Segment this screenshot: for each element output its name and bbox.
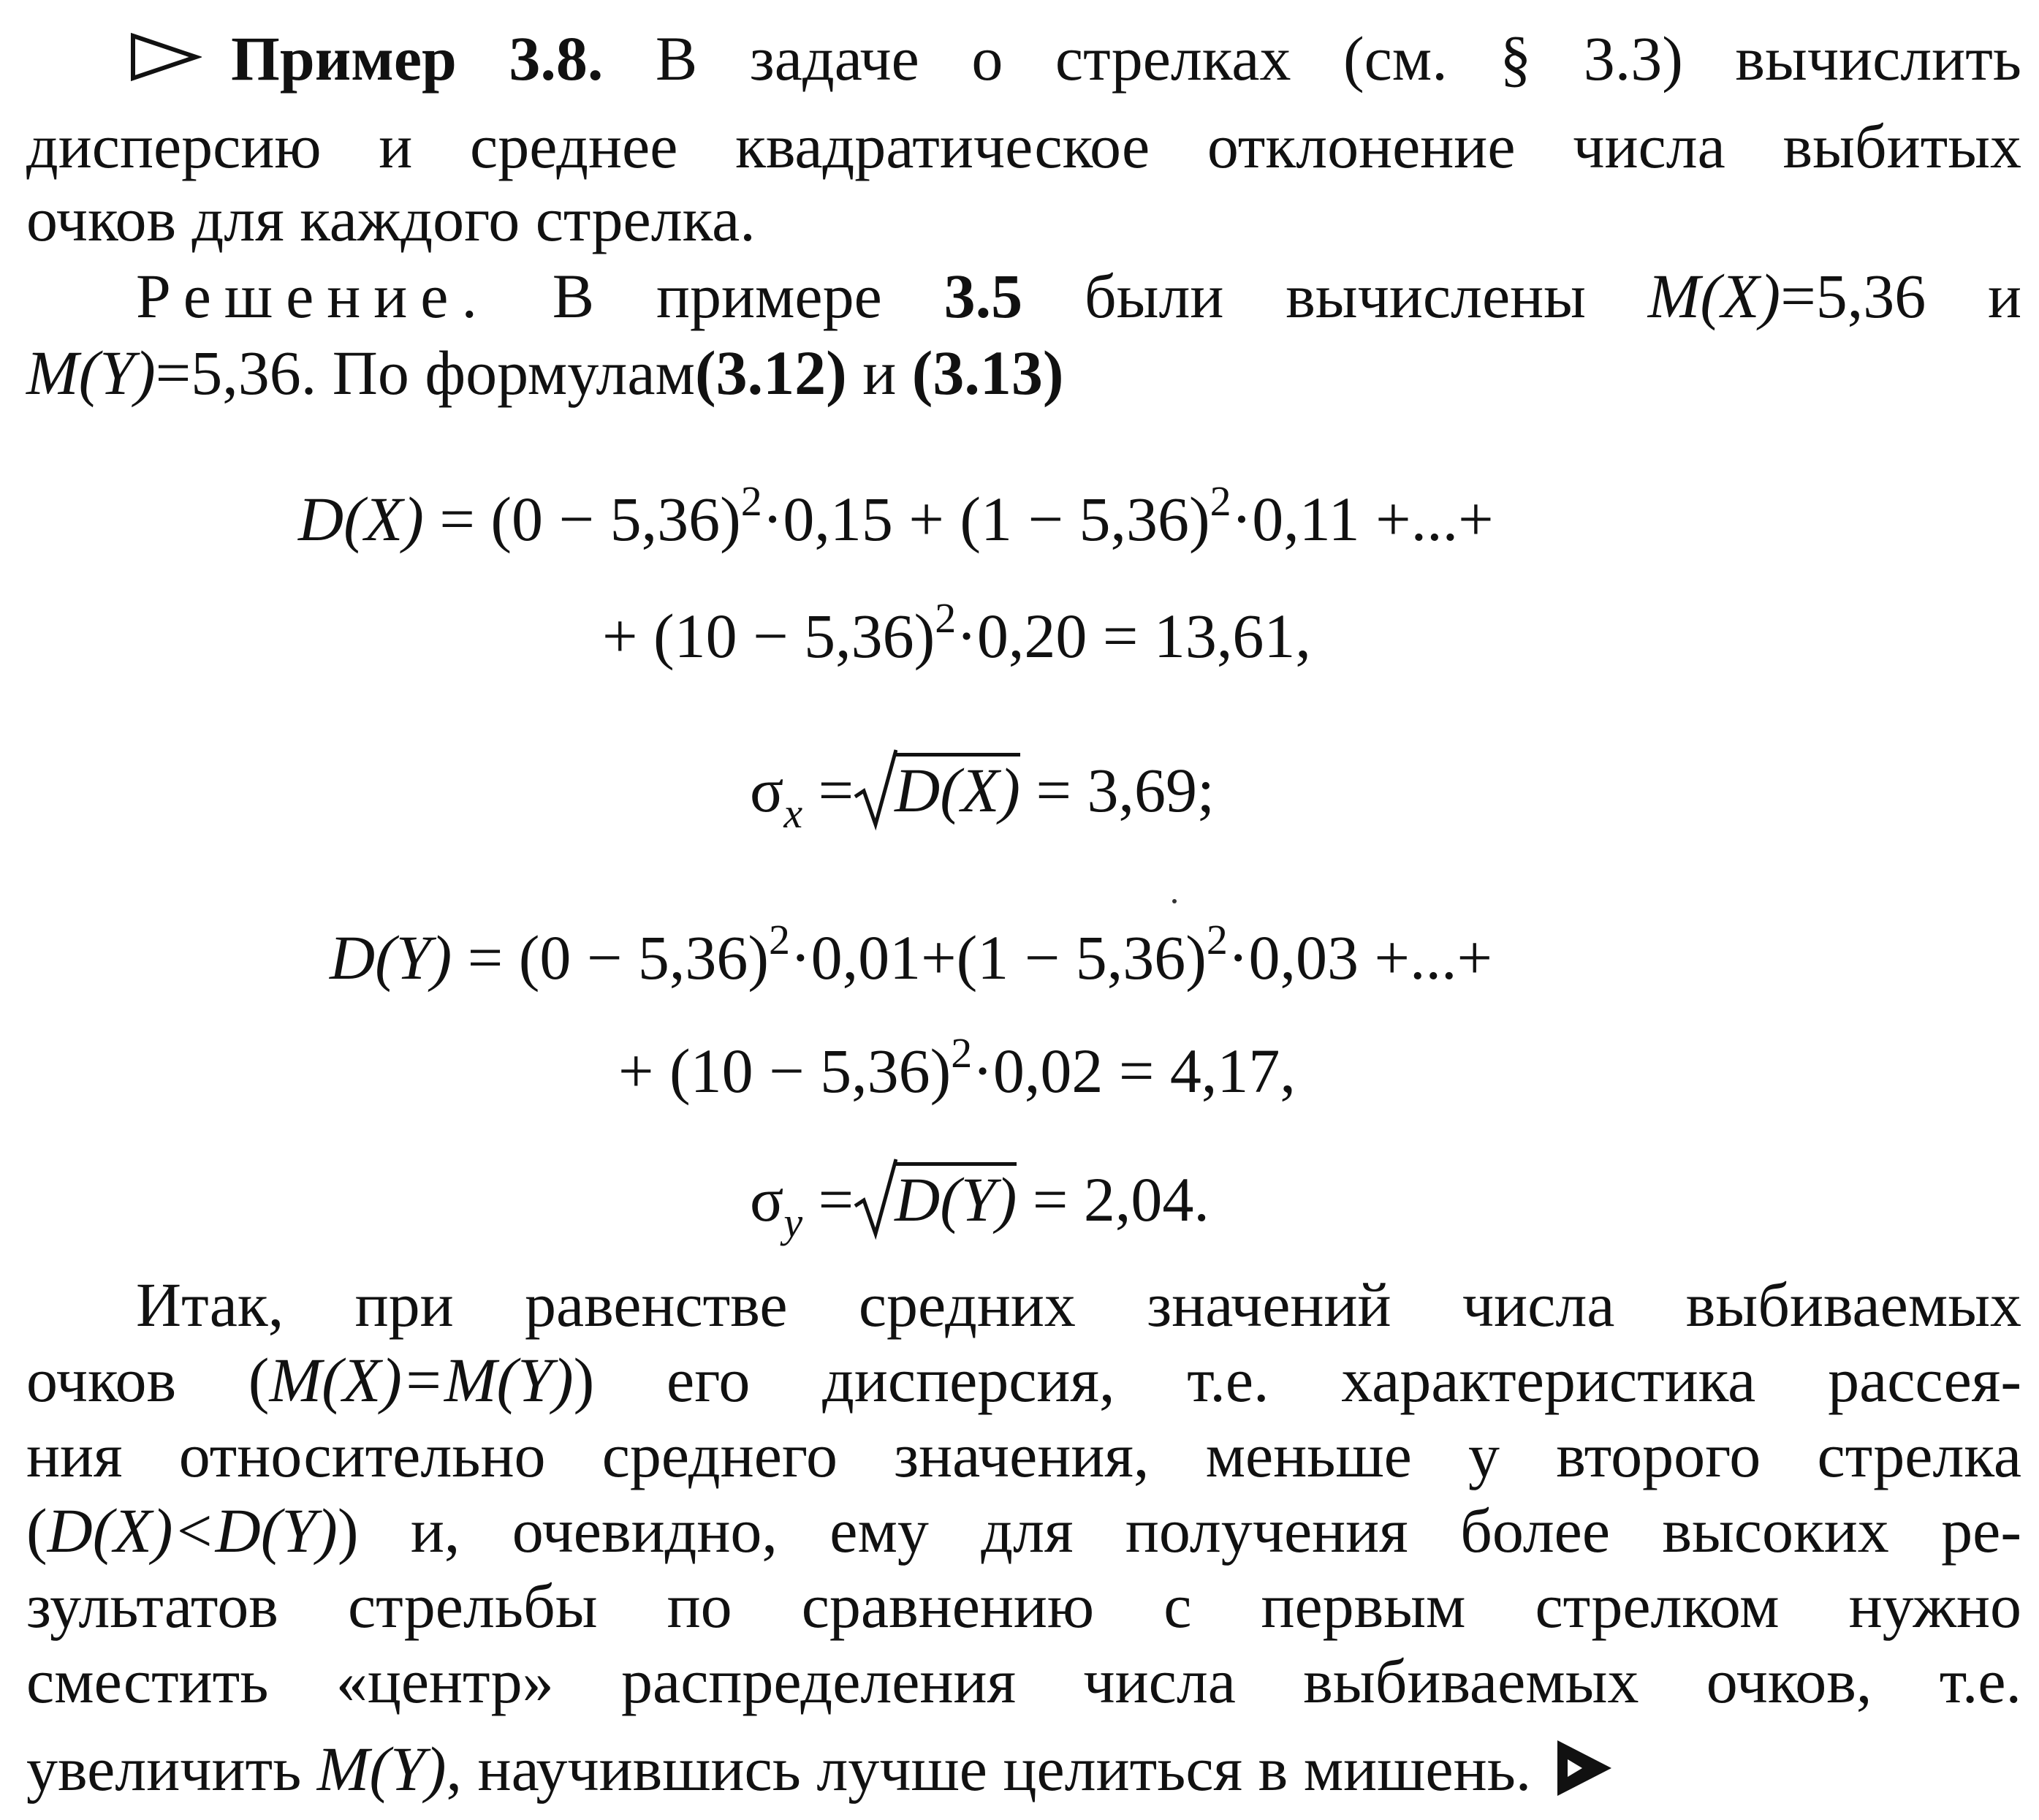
formula-dx-line-1 <box>298 477 1494 556</box>
dx-term-4: + (10 − 5,36) <box>602 601 935 671</box>
formula-dx-line-2 <box>602 594 1311 672</box>
sigma-x-value: = 3,69; <box>1036 755 1215 825</box>
solution-line-1 <box>26 259 2021 333</box>
dy-term-3: ·0,03 +...+ <box>1227 922 1493 993</box>
example-intro-1: В задаче о стрелках (см. § 3.3) вычислить <box>655 23 2022 94</box>
solution-text-a: В примере <box>552 261 882 331</box>
exponent: 2 <box>769 916 790 963</box>
dy-lhs: D(Y) <box>330 922 452 993</box>
example-label: Пример 3.8. <box>231 23 604 94</box>
sqrt-dx <box>854 753 1020 827</box>
ref-formula-3-13: (3.13) <box>911 338 1064 408</box>
conclusion-text-4b: ) и, очевидно, ему для получения более высоких ре- <box>337 1495 2021 1566</box>
example-intro-line-2: дисперсию и среднее квадратическое отклонение числа выбитых <box>26 111 2021 181</box>
example-heading-line <box>26 22 2021 95</box>
sigma-y-value: = 2,04. <box>1032 1164 1210 1235</box>
solution-text-d: =5,36. По формулам <box>155 338 695 408</box>
exponent: 2 <box>1210 477 1231 525</box>
formula-dy-line-1 <box>330 916 1493 994</box>
means-equal: M(X)=M(Y) <box>269 1345 574 1415</box>
mean-y: M(Y) <box>26 338 156 408</box>
conclusion-line-1: Итак, при равенстве средних значений числа выбиваемых <box>136 1270 2021 1340</box>
dy-term-5: ·0,02 = 4,17, <box>972 1036 1296 1106</box>
conclusion-text-7a: увеличить <box>26 1734 302 1804</box>
sqrt-dy-arg: D(Y) <box>895 1162 1017 1233</box>
exponent: 2 <box>740 477 762 525</box>
sigma-symbol: σ <box>750 755 784 825</box>
conclusion-line-2 <box>26 1343 2021 1417</box>
example-intro-line-3: очков для каждого стрелка. <box>26 184 756 254</box>
solution-text-e: и <box>862 338 897 408</box>
mean-x: M(X) <box>1647 261 1781 331</box>
conclusion-text-2a: очков ( <box>26 1345 270 1415</box>
radical-sign-icon <box>854 746 897 833</box>
dy-term-1: = (0 − 5,36) <box>467 922 769 993</box>
conclusion-line-6: сместить «центр» распределения числа выбиваемых очков, т.е. <box>26 1646 2021 1716</box>
formula-sigma-y <box>750 1162 1210 1246</box>
subscript-y: y <box>783 1199 803 1246</box>
exponent: 2 <box>1206 916 1228 963</box>
solution-text-b: были вычислены <box>1084 261 1586 331</box>
print-speck <box>1172 899 1177 903</box>
dx-term-2: ·0,15 + (1 − 5,36) <box>762 484 1210 554</box>
dx-term-3: ·0,11 +...+ <box>1231 484 1494 554</box>
solution-word: Решение. <box>136 261 490 331</box>
formula-sigma-x <box>750 753 1215 837</box>
subscript-x: x <box>783 789 803 837</box>
conclusion-line-7 <box>26 1732 1614 1805</box>
formula-dy-line-2 <box>618 1029 1296 1107</box>
dy-term-2: ·0,01+(1 − 5,36) <box>790 922 1207 993</box>
ref-formula-3-12: (3.12) <box>694 338 847 408</box>
dx-term-5: ·0,20 = 13,61, <box>956 601 1311 671</box>
sqrt-dy <box>854 1162 1017 1236</box>
conclusion-text-7b: , научившись лучше целиться в мишень. <box>446 1734 1532 1804</box>
conclusion-text-4a: ( <box>26 1495 48 1566</box>
solution-line-2 <box>26 336 1064 409</box>
dx-lhs: D(X) <box>298 484 424 554</box>
exponent: 2 <box>951 1029 973 1077</box>
equals-sign: = <box>818 755 854 825</box>
exponent: 2 <box>935 594 957 642</box>
mean-y-final: M(Y) <box>316 1734 447 1804</box>
sigma-symbol: σ <box>750 1164 784 1235</box>
variance-compare: D(X)<D(Y) <box>47 1495 338 1566</box>
dx-term-1: = (0 − 5,36) <box>439 484 741 554</box>
dy-term-4: + (10 − 5,36) <box>618 1036 952 1106</box>
ref-example-3-5: 3.5 <box>943 261 1023 331</box>
conclusion-text-2b: ) его дисперсия, т.е. характеристика рассея- <box>573 1345 2021 1415</box>
radical-sign-icon <box>854 1155 897 1243</box>
solution-text-c: =5,36 и <box>1780 261 2022 331</box>
equals-sign: = <box>818 1164 854 1235</box>
sqrt-dx-arg: D(X) <box>895 753 1020 824</box>
conclusion-line-4 <box>26 1494 2021 1567</box>
conclusion-line-5: зультатов стрельбы по сравнению с первым стрелком нужно <box>26 1571 2021 1641</box>
example-end-triangle-icon <box>1553 1737 1614 1799</box>
conclusion-line-3: ния относительно среднего значения, меньше у второго стрелка <box>26 1420 2021 1490</box>
example-start-triangle-icon <box>129 31 202 83</box>
